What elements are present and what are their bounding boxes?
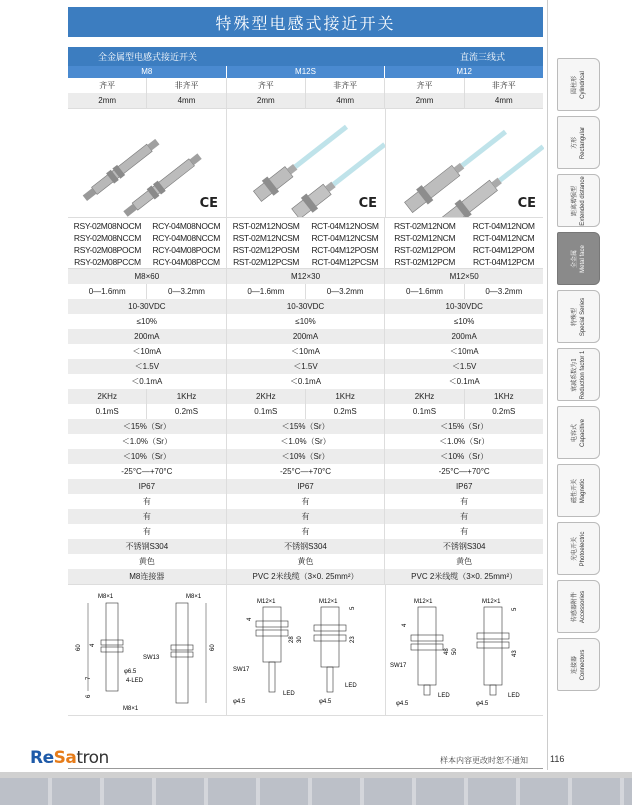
side-tab-en: Reduction factor 1 <box>579 350 586 399</box>
side-tab-zh: 传感器附件 <box>570 591 578 622</box>
spec-cell: ＜10mA <box>226 344 385 359</box>
photo-m12s <box>226 109 385 217</box>
spec-cell: 不锈钢S304 <box>384 539 543 554</box>
side-tab-en: Rectangular <box>579 126 586 159</box>
spec-cell: 200mA <box>384 329 543 344</box>
side-tab-metal-face[interactable] <box>557 232 600 285</box>
model-number: RCT-04M12PCSM <box>311 257 379 267</box>
dimension-drawings <box>68 584 543 716</box>
spec-cell: 有 <box>384 494 543 509</box>
table-header <box>68 47 543 66</box>
spec-cell: 有 <box>226 494 385 509</box>
logo-part: tron <box>76 748 109 768</box>
spec-cell: M8×60 <box>134 272 160 281</box>
distance-cell: 2mm <box>384 93 463 108</box>
dim-label: LED <box>508 693 520 699</box>
dim-label: φ4.5 <box>233 699 246 705</box>
spec-cell: 200mA <box>226 329 385 344</box>
distance-cell: 4mm <box>146 93 225 108</box>
logo-part: Sa <box>53 748 77 768</box>
spec-cell: 1KHz <box>146 389 225 404</box>
spec-cell: PVC 2米线缆（3×0. 25mm²） <box>226 569 385 584</box>
header-left: 全金属型电感式接近开关 <box>98 53 198 63</box>
side-tab-reduction-factor-1[interactable] <box>557 348 600 401</box>
spec-cell: ＜15%（Sr） <box>226 419 385 434</box>
mount-cell: 非齐平 <box>464 78 543 93</box>
spec-cell: 有 <box>384 524 543 539</box>
mount-cell: 非齐平 <box>146 78 225 93</box>
model-number: RCT-04M12POSM <box>311 245 379 255</box>
photo-m8 <box>68 109 226 217</box>
dim-label: M8×1 <box>186 594 202 600</box>
spec-cell: 2KHz <box>384 389 463 404</box>
spec-table <box>68 47 543 716</box>
spec-row <box>68 299 543 314</box>
footer-divider <box>68 768 543 769</box>
spec-row <box>68 389 543 404</box>
dim-label: 28 <box>289 636 295 643</box>
spec-cell: ＜0.1mA <box>384 374 543 389</box>
spec-cell: ＜10%（Sr） <box>384 449 543 464</box>
category-sidebar <box>557 58 600 696</box>
spec-row <box>68 524 543 539</box>
spec-row <box>68 419 543 434</box>
drawing-m12s <box>226 585 385 715</box>
dimension-drawing-m12s <box>227 585 385 715</box>
distance-row <box>68 93 543 108</box>
model-col <box>68 218 147 268</box>
spec-cell: M12×50 <box>384 269 543 284</box>
spec-cell: 0.1mS <box>226 404 305 419</box>
spec-row <box>68 539 543 554</box>
spec-cell: 0—1.6mm <box>88 287 126 296</box>
spec-row <box>68 464 543 479</box>
dim-label: 4 <box>402 623 408 627</box>
spec-cell: ＜15%（Sr） <box>384 419 543 434</box>
spec-row <box>68 494 543 509</box>
dim-label: M12×1 <box>257 599 276 605</box>
side-tab-zh: 连接器 <box>570 655 578 674</box>
spec-cell: 0.1mS <box>384 404 463 419</box>
dim-label: LED <box>438 693 450 699</box>
photo-m12 <box>385 109 544 217</box>
side-tab-en: Cylindrical <box>579 70 586 99</box>
model-col <box>385 218 464 268</box>
model-number: RST-02M12PCM <box>394 257 456 267</box>
model-number: RCT-04M12NCM <box>472 233 535 243</box>
models-m8 <box>68 218 226 268</box>
spec-cell: 0.1mS <box>95 407 119 416</box>
spec-cell: ≤10% <box>384 314 543 329</box>
model-number: RSY-02M08PCCM <box>74 257 141 267</box>
dim-label: SW17 <box>390 663 407 669</box>
ce-mark: CE <box>199 196 218 211</box>
mount-cell: 齐平 <box>99 81 116 90</box>
side-tab-en: Accessories <box>579 590 586 623</box>
spec-row <box>68 284 543 299</box>
model-col <box>147 218 226 268</box>
side-tab-zh: 电容式 <box>570 423 578 442</box>
spec-cell: PVC 2米线缆（3×0. 25mm²） <box>384 569 543 584</box>
dim-label: φ4.5 <box>476 701 489 707</box>
spec-cell: ≤10% <box>136 317 158 326</box>
model-col <box>464 218 543 268</box>
side-tab-photoelectric[interactable] <box>557 522 600 575</box>
spec-row <box>68 374 543 389</box>
spec-cell: IP67 <box>384 479 543 494</box>
dim-label: 60 <box>210 644 216 651</box>
spec-row <box>68 329 543 344</box>
side-tab-magnetic[interactable] <box>557 464 600 517</box>
spec-row <box>68 509 543 524</box>
spec-row <box>68 569 543 584</box>
dim-label: 23 <box>350 636 356 643</box>
resatron-logo <box>30 748 109 768</box>
model-number: RST-02M12NOSM <box>232 221 300 231</box>
spec-cell: 0.2mS <box>305 404 384 419</box>
drawing-m12 <box>385 585 544 715</box>
spec-cell: 200mA <box>134 332 160 341</box>
model-numbers <box>68 218 543 269</box>
spec-cell: 有 <box>142 512 151 521</box>
spec-cell: ＜1.5V <box>384 359 543 374</box>
model-number: RCT-04M12PCM <box>473 257 535 267</box>
spec-cell: M12×30 <box>226 269 385 284</box>
model-number: RSY-02M08POCM <box>73 245 141 255</box>
bottom-decoration <box>0 772 632 805</box>
spec-cell: 黄色 <box>384 554 543 569</box>
spec-cell: M8连接器 <box>129 572 165 581</box>
dim-label: φ4.5 <box>319 699 332 705</box>
spec-cell: 10-30VDC <box>128 302 166 311</box>
mount-cell: 齐平 <box>384 78 463 93</box>
dim-label: M12×1 <box>319 599 338 605</box>
size-m12s: M12S <box>226 66 385 78</box>
side-tab-label <box>571 245 587 273</box>
side-tab-capacitive[interactable] <box>557 406 600 459</box>
spec-cell: ＜1.5V <box>226 359 385 374</box>
dim-label: 43 <box>512 650 518 657</box>
side-tab-label <box>571 531 587 566</box>
spec-row <box>68 344 543 359</box>
dim-label: 48 <box>444 648 450 655</box>
dim-label: 50 <box>452 648 458 655</box>
spec-cell: IP67 <box>226 479 385 494</box>
side-tab-zh: 特殊型 <box>570 307 578 326</box>
side-tab-label <box>571 71 587 99</box>
distance-cell: 2mm <box>226 93 305 108</box>
spec-cell: -25°C—+70°C <box>226 464 385 479</box>
model-col <box>306 218 385 268</box>
spec-cell: 0.2mS <box>146 404 225 419</box>
spec-cell: -25°C—+70°C <box>384 464 543 479</box>
side-tab-extended-distance[interactable] <box>557 174 600 227</box>
spec-cell: ＜10mA <box>384 344 543 359</box>
spec-cell: 有 <box>226 524 385 539</box>
spec-cell: 10-30VDC <box>384 299 543 314</box>
model-number: RCY-04M08NCCM <box>152 233 221 243</box>
spec-cell: 10-30VDC <box>226 299 385 314</box>
model-number: RST-02M12NOM <box>393 221 456 231</box>
footnote: 样本内容更改时恕不通知 <box>440 756 528 765</box>
side-tab-label <box>571 350 587 399</box>
dim-label: SW17 <box>233 667 250 673</box>
spec-cell: ＜1.0%（Sr） <box>384 434 543 449</box>
side-tab-special-series[interactable] <box>557 290 600 343</box>
spec-rows <box>68 269 543 584</box>
side-tab-accessories[interactable] <box>557 580 600 633</box>
dim-label: M12×1 <box>482 599 501 605</box>
side-tab-zh: 全金属 <box>570 249 578 268</box>
dim-label: 5 <box>512 607 518 611</box>
size-m12: M12 <box>384 66 543 78</box>
spec-cell: 0—1.6mm <box>226 284 305 299</box>
dim-label: 5 <box>350 606 356 610</box>
models-m12 <box>384 218 543 268</box>
model-number: RCT-04M12NOM <box>472 221 535 231</box>
model-number: RST-02M12POSM <box>232 245 300 255</box>
side-tab-zh: 圆柱形 <box>570 75 578 94</box>
dim-label: 60 <box>76 644 82 651</box>
dim-label: M12×1 <box>414 599 433 605</box>
side-tab-en: Metal face <box>579 244 586 273</box>
side-tab-zh: 磁性开关 <box>570 478 578 503</box>
spec-cell: ＜10mA <box>132 347 162 356</box>
dim-label: φ4.5 <box>396 701 409 707</box>
distance-cell: 2mm <box>98 96 117 105</box>
model-number: RCT-04M12NOSM <box>311 221 379 231</box>
size-m8: M8 <box>141 67 153 76</box>
ce-mark: CE <box>517 196 536 211</box>
dim-label: 7 <box>86 676 92 680</box>
dim-label: LED <box>345 683 357 689</box>
dim-label: 4-LED <box>126 678 144 684</box>
header-right: 直流三线式 <box>459 53 505 63</box>
side-tab-rectangular[interactable] <box>557 116 600 169</box>
spec-row <box>68 554 543 569</box>
side-tab-en: Extended distance <box>579 175 586 226</box>
spec-cell: 黄色 <box>138 557 155 566</box>
page-title: 特殊型电感式接近开关 <box>68 7 543 37</box>
dim-label: φ6.5 <box>124 669 137 675</box>
model-number: RST-02M12NCSM <box>232 233 300 243</box>
spec-cell: ≤10% <box>226 314 385 329</box>
dim-label: M8×1 <box>123 706 139 712</box>
spec-cell: 有 <box>142 527 151 536</box>
spec-cell: IP67 <box>138 482 156 491</box>
model-number: RCY-04M08PCCM <box>152 257 220 267</box>
side-tab-label <box>571 649 587 680</box>
spec-cell: 0.2mS <box>464 404 543 419</box>
model-number: RST-02M12NCM <box>394 233 456 243</box>
spec-cell: -25°C—+70°C <box>121 467 173 476</box>
side-tab-label <box>571 126 587 158</box>
spec-row <box>68 434 543 449</box>
spec-cell: 有 <box>384 509 543 524</box>
models-m12s <box>226 218 385 268</box>
spec-cell: 0—1.6mm <box>384 284 463 299</box>
side-tab-label <box>571 176 587 225</box>
spec-cell: ＜0.1mA <box>131 377 163 386</box>
side-tab-en: Capacitive <box>579 418 586 447</box>
size-header <box>68 66 543 78</box>
ce-mark: CE <box>358 196 377 211</box>
side-tab-label <box>571 590 587 622</box>
dim-label: 4 <box>90 643 96 647</box>
spec-cell: ＜10%（Sr） <box>122 452 171 461</box>
model-number: RSY-02M08NOCM <box>73 221 142 231</box>
side-tab-zh: 方形 <box>570 136 578 149</box>
product-photos <box>68 108 543 218</box>
dimension-drawing-m12 <box>386 585 544 715</box>
page-border <box>547 0 548 770</box>
mount-cell: 非齐平 <box>305 78 384 93</box>
spec-row <box>68 479 543 494</box>
spec-cell: 0—3.2mm <box>464 284 543 299</box>
spec-cell: 1KHz <box>464 389 543 404</box>
spec-row <box>68 404 543 419</box>
model-number: RCT-04M12NCSM <box>311 233 379 243</box>
spec-cell: 有 <box>226 509 385 524</box>
side-tab-en: Connectors <box>579 649 586 680</box>
distance-cell: 4mm <box>464 93 543 108</box>
side-tab-en: Special Series <box>579 297 586 336</box>
side-tab-cylindrical[interactable] <box>557 58 600 111</box>
spec-cell: ＜1.0%（Sr） <box>121 437 172 446</box>
spec-cell: 0—3.2mm <box>305 284 384 299</box>
logo-part: Re <box>30 748 54 768</box>
model-number: RCY-04M08NOCM <box>152 221 221 231</box>
dim-label: 6 <box>86 694 92 698</box>
dim-label: SW13 <box>143 655 160 661</box>
spec-cell: 有 <box>142 497 151 506</box>
distance-cell: 4mm <box>305 93 384 108</box>
spec-cell: 0—3.2mm <box>146 284 225 299</box>
spec-row <box>68 314 543 329</box>
side-tab-label <box>571 418 587 446</box>
side-tab-label <box>571 478 587 502</box>
spec-cell: 2KHz <box>97 392 117 401</box>
model-col <box>227 218 306 268</box>
spec-cell: 不锈钢S304 <box>226 539 385 554</box>
dim-label: M8×1 <box>98 594 114 600</box>
model-number: RST-02M12PCSM <box>233 257 300 267</box>
mount-row <box>68 78 543 93</box>
model-number: RSY-02M08NCCM <box>73 233 141 243</box>
model-number: RCT-04M12POM <box>472 245 535 255</box>
model-number: RST-02M12POM <box>394 245 456 255</box>
mount-cell: 齐平 <box>226 78 305 93</box>
side-tab-zh: 衰减系数为1 <box>570 357 578 392</box>
spec-cell: ＜1.5V <box>134 362 160 371</box>
side-tab-zh: 距离增强型 <box>570 185 578 216</box>
side-tab-en: Photoelectric <box>579 531 586 566</box>
dim-label: LED <box>283 691 295 697</box>
spec-row <box>68 269 543 284</box>
spec-cell: ＜10%（Sr） <box>226 449 385 464</box>
model-number: RCY-04M08POCM <box>152 245 221 255</box>
spec-cell: ＜1.0%（Sr） <box>226 434 385 449</box>
dim-label: 4 <box>247 617 253 621</box>
side-tab-label <box>571 297 587 335</box>
side-tab-zh: 光电开关 <box>570 536 578 561</box>
spec-cell: 2KHz <box>226 389 305 404</box>
spec-cell: ＜0.1mA <box>226 374 385 389</box>
spec-cell: ＜15%（Sr） <box>122 422 171 431</box>
side-tab-en: Magnetic <box>579 478 586 503</box>
side-tab-connectors[interactable] <box>557 638 600 691</box>
spec-cell: 1KHz <box>305 389 384 404</box>
spec-row <box>68 449 543 464</box>
spec-row <box>68 359 543 374</box>
spec-cell: 不锈钢S304 <box>125 542 169 551</box>
spec-cell: 黄色 <box>226 554 385 569</box>
dimension-drawing-m8 <box>68 585 226 715</box>
dim-label: 30 <box>297 636 303 643</box>
drawing-m8 <box>68 585 226 715</box>
page-number: 116 <box>550 754 565 764</box>
